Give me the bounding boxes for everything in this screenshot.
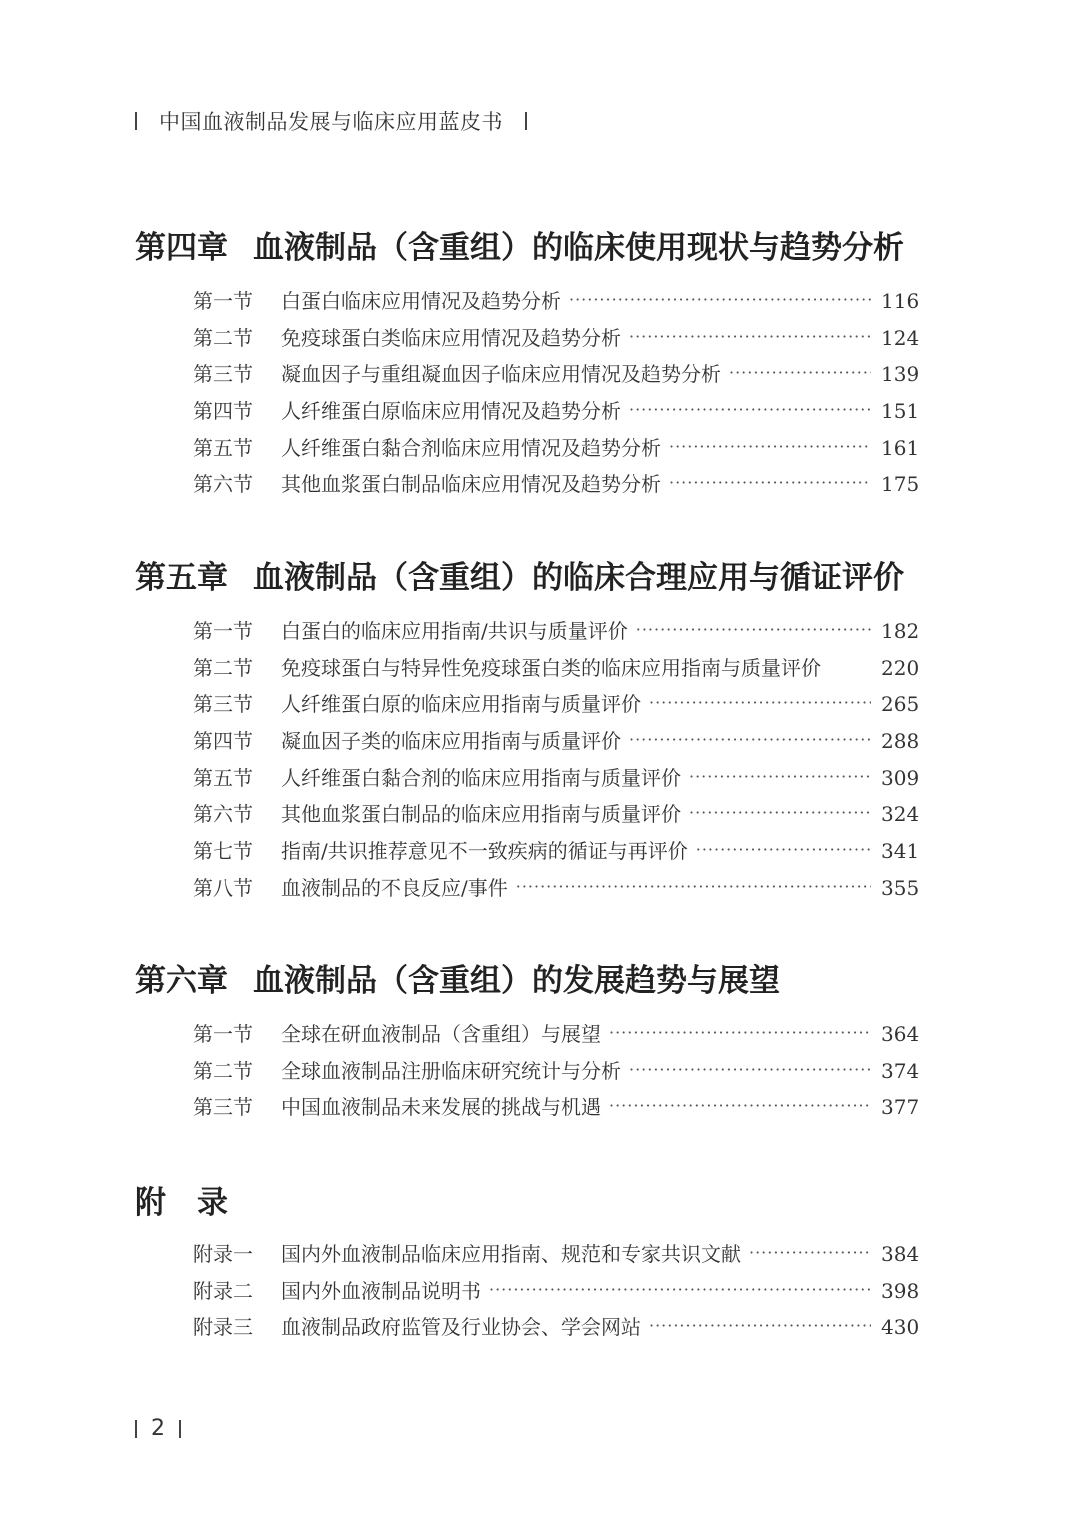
section-label: 附录二 <box>193 1278 253 1303</box>
leader-dots <box>629 1060 871 1079</box>
chapter-number: 第四章 <box>135 230 228 266</box>
leader-dots <box>689 803 871 822</box>
page-number: 116 <box>881 289 920 313</box>
chapter-5-sections <box>193 615 920 909</box>
section-title: 全球血液制品注册临床研究统计与分析 <box>281 1058 621 1083</box>
leader-dots <box>729 363 871 382</box>
leader-dots <box>689 767 871 786</box>
section-label: 第三节 <box>193 362 253 387</box>
toc-entry[interactable] <box>193 1238 920 1275</box>
page-number: 355 <box>881 875 920 900</box>
chapter-4-sections <box>193 285 920 505</box>
chapter-title: 血液制品（含重组）的临床合理应用与循证评价 <box>253 560 904 596</box>
chapter-heading <box>135 955 780 1000</box>
page-number: 288 <box>881 729 920 754</box>
toc-entry[interactable] <box>193 725 920 762</box>
leader-dots <box>696 840 871 859</box>
section-title: 血液制品政府监管及行业协会、学会网站 <box>281 1315 641 1340</box>
section-title: 凝血因子与重组凝血因子临床应用情况及趋势分析 <box>281 362 721 387</box>
toc-entry[interactable] <box>193 1311 920 1348</box>
page-number: 324 <box>881 802 920 827</box>
toc-entry[interactable] <box>193 762 920 799</box>
section-title: 白蛋白的临床应用指南/共识与质量评价 <box>281 619 628 643</box>
section-label: 第二节 <box>193 1058 253 1083</box>
section-title: 血液制品的不良反应/事件 <box>281 875 508 900</box>
section-label: 第一节 <box>193 289 253 313</box>
appendix-title: 附 录 <box>135 1185 228 1221</box>
page-number: 175 <box>881 472 920 497</box>
toc-entry[interactable] <box>193 872 920 909</box>
leader-dots <box>649 1316 871 1335</box>
section-title: 人纤维蛋白原的临床应用指南与质量评价 <box>281 692 641 717</box>
toc-entry[interactable] <box>193 432 920 469</box>
page-number: 309 <box>881 765 920 790</box>
leader-dots <box>636 620 871 639</box>
chapter-heading <box>135 552 904 597</box>
section-title: 人纤维蛋白黏合剂临床应用情况及趋势分析 <box>281 435 661 460</box>
toc-entry[interactable] <box>193 835 920 872</box>
section-label: 第三节 <box>193 692 253 717</box>
section-title: 免疫球蛋白类临床应用情况及趋势分析 <box>281 325 621 350</box>
section-label: 第八节 <box>193 875 253 900</box>
leader-dots <box>516 877 871 896</box>
header-left-rule <box>135 112 137 130</box>
chapter-heading <box>135 222 904 267</box>
section-label: 第五节 <box>193 435 253 460</box>
section-label: 附录一 <box>193 1242 253 1266</box>
leader-dots <box>649 693 871 712</box>
toc-entry[interactable] <box>193 358 920 395</box>
page-number: 430 <box>881 1315 920 1340</box>
section-title: 国内外血液制品临床应用指南、规范和专家共识文献 <box>281 1242 741 1266</box>
section-label: 第一节 <box>193 619 253 643</box>
toc-entry[interactable] <box>193 1275 920 1312</box>
page-number: 124 <box>881 325 920 350</box>
chapter-number: 第五章 <box>135 560 228 596</box>
toc-entry[interactable] <box>193 615 920 652</box>
page-number: 341 <box>881 839 920 864</box>
folio: 2 <box>151 1416 165 1441</box>
toc-entry[interactable] <box>193 285 920 322</box>
toc-entry[interactable] <box>193 688 920 725</box>
page-number: 220 <box>881 655 920 680</box>
section-label: 第七节 <box>193 839 253 864</box>
page-number: 398 <box>881 1278 920 1303</box>
section-label: 第一节 <box>193 1022 253 1046</box>
page-number: 182 <box>881 619 920 643</box>
section-label: 第三节 <box>193 1095 253 1120</box>
page-number: 161 <box>881 435 920 460</box>
leader-dots <box>629 400 871 419</box>
page-number: 139 <box>881 362 920 387</box>
section-label: 第四节 <box>193 399 253 424</box>
leader-dots <box>569 290 871 309</box>
chapter-title: 血液制品（含重组）的临床使用现状与趋势分析 <box>253 230 904 266</box>
leader-dots <box>609 1096 871 1115</box>
section-title: 国内外血液制品说明书 <box>281 1278 481 1303</box>
page-number: 374 <box>881 1058 920 1083</box>
section-title: 人纤维蛋白黏合剂的临床应用指南与质量评价 <box>281 765 681 790</box>
section-label: 第五节 <box>193 765 253 790</box>
section-title: 全球在研血液制品（含重组）与展望 <box>281 1022 601 1046</box>
book-title: 中国血液制品发展与临床应用蓝皮书 <box>159 110 503 134</box>
appendix-heading <box>135 1177 228 1222</box>
leader-dots <box>669 473 871 492</box>
toc-entry[interactable] <box>193 652 920 689</box>
leader-dots <box>669 437 871 456</box>
toc-entry[interactable] <box>193 395 920 432</box>
section-label: 第六节 <box>193 802 253 827</box>
section-title: 其他血浆蛋白制品临床应用情况及趋势分析 <box>281 472 661 497</box>
page-number: 377 <box>881 1095 920 1120</box>
page-footer <box>135 1416 181 1441</box>
footer-left-rule <box>135 1420 137 1438</box>
toc-entry[interactable] <box>193 1055 920 1092</box>
leader-dots <box>629 327 871 346</box>
page-number: 265 <box>881 692 920 717</box>
section-title: 人纤维蛋白原临床应用情况及趋势分析 <box>281 399 621 424</box>
page-number: 151 <box>881 399 920 424</box>
header-right-rule <box>525 112 527 130</box>
leader-dots <box>489 1280 871 1299</box>
section-label: 第四节 <box>193 729 253 754</box>
chapter-6-sections <box>193 1018 920 1128</box>
toc-entry[interactable] <box>193 798 920 835</box>
section-label: 附录三 <box>193 1315 253 1340</box>
section-title: 中国血液制品未来发展的挑战与机遇 <box>281 1095 601 1120</box>
toc-entry[interactable] <box>193 322 920 359</box>
running-header <box>135 104 527 138</box>
section-title: 凝血因子类的临床应用指南与质量评价 <box>281 729 621 754</box>
toc-entry[interactable] <box>193 1018 920 1055</box>
section-title: 免疫球蛋白与特异性免疫球蛋白类的临床应用指南与质量评价 <box>281 655 821 680</box>
leader-dots <box>749 1243 871 1262</box>
page-number: 364 <box>881 1022 920 1046</box>
section-title: 白蛋白临床应用情况及趋势分析 <box>281 289 561 313</box>
section-title: 指南/共识推荐意见不一致疾病的循证与再评价 <box>281 839 688 864</box>
section-label: 第二节 <box>193 655 253 680</box>
toc-entry[interactable] <box>193 1091 920 1128</box>
page-number: 384 <box>881 1242 920 1266</box>
chapter-number: 第六章 <box>135 963 228 999</box>
section-title: 其他血浆蛋白制品的临床应用指南与质量评价 <box>281 802 681 827</box>
footer-right-rule <box>179 1420 181 1438</box>
leader-dots <box>609 1023 871 1042</box>
appendix-sections <box>193 1238 920 1348</box>
chapter-title: 血液制品（含重组）的发展趋势与展望 <box>253 963 780 999</box>
section-label: 第二节 <box>193 325 253 350</box>
toc-entry[interactable] <box>193 468 920 505</box>
leader-dots <box>629 730 871 749</box>
section-label: 第六节 <box>193 472 253 497</box>
